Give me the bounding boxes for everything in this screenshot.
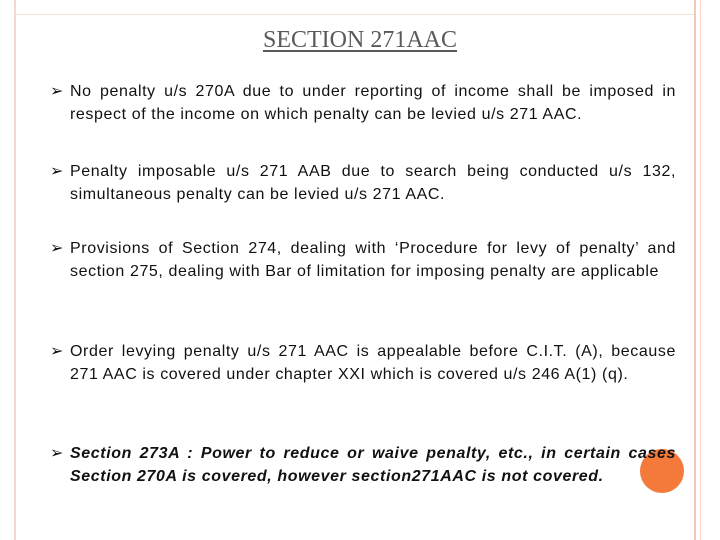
bullet-text: Order levying penalty u/s 271 AAC is appealable before C.I.T. (A), because 271 AAC is covered under chapter XXI which is covered u/s 246 A(1) (q). — [70, 343, 676, 383]
arrow-bullet-icon: ➢ — [50, 445, 64, 462]
bullet-text: Penalty imposable u/s 271 AAB due to search being conducted u/s 132, simultaneous penalty can be levied u/s 271 AAC. — [70, 163, 676, 203]
right-border-line-inner — [700, 0, 701, 540]
left-border-line — [14, 0, 16, 540]
bullet-item — [50, 443, 676, 488]
arrow-bullet-icon: ➢ — [50, 343, 64, 360]
top-border-line — [14, 14, 694, 15]
bullet-item — [50, 341, 676, 386]
slide-title: SECTION 271AAC — [262, 27, 457, 53]
arrow-bullet-icon: ➢ — [50, 240, 64, 257]
arrow-bullet-icon: ➢ — [50, 83, 64, 100]
bullet-item — [50, 161, 676, 206]
bullet-item — [50, 81, 676, 126]
bullet-text: No penalty u/s 270A due to under reporting of income shall be imposed in respect of the income on which penalty can be levied u/s 271 AAC. — [70, 83, 676, 123]
bullet-text: Provisions of Section 274, dealing with ‘Procedure for levy of penalty’ and section 275, dealing with Bar of limitation for imposing penalty are applicable — [70, 240, 676, 280]
arrow-bullet-icon: ➢ — [50, 163, 64, 180]
bullet-text: Section 273A : Power to reduce or waive penalty, etc., in certain cases Section 270A is covered, however section271AAC is not covered. — [70, 445, 676, 485]
bullet-item — [50, 238, 676, 283]
right-border-line — [694, 0, 696, 540]
